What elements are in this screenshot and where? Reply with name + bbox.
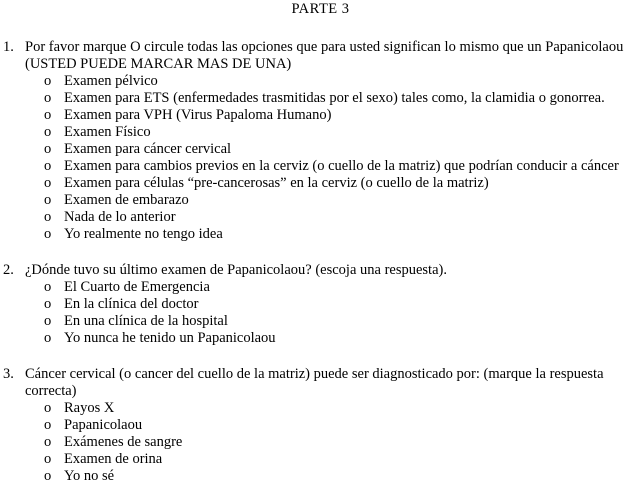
question-3 [0,366,641,485]
checkbox-circle-icon[interactable]: o [44,279,52,295]
question-2-header [0,262,641,279]
checkbox-circle-icon[interactable]: o [44,175,52,191]
question-3-header [0,366,641,400]
option-item[interactable] [0,192,641,209]
checkbox-circle-icon[interactable]: o [44,141,52,157]
question-text: ¿Dónde tuvo su último examen de Papanicolaou? (escoja una respuesta). [25,262,447,278]
option-item[interactable] [0,434,641,451]
option-item[interactable] [0,141,641,158]
question-1-header [0,39,641,73]
option-item[interactable] [0,175,641,192]
option-label: Examen para cáncer cervical [64,141,232,157]
checkbox-circle-icon[interactable]: o [44,434,52,450]
question-number: 3. [3,366,14,382]
question-text: Por favor marque O circule todas las opciones que para usted significan lo mismo que un Papanicolaou (USTED PUEDE MARCAR MAS DE UNA) [25,39,624,72]
checkbox-circle-icon[interactable]: o [44,124,52,140]
checkbox-circle-icon[interactable]: o [44,296,52,312]
option-label: Examen de orina [64,451,163,467]
checkbox-circle-icon[interactable]: o [44,209,52,225]
option-item[interactable] [0,90,641,107]
option-item[interactable] [0,124,641,141]
checkbox-circle-icon[interactable]: o [44,417,52,433]
option-label: Examen Físico [64,124,151,140]
option-item[interactable] [0,279,641,296]
option-label: En la clínica del doctor [64,296,199,312]
option-item[interactable] [0,226,641,243]
option-item[interactable] [0,468,641,485]
option-label: Rayos X [64,400,115,416]
checkbox-circle-icon[interactable]: o [44,90,52,106]
question-1 [0,39,641,243]
options-list [0,400,641,485]
option-item[interactable] [0,313,641,330]
checkbox-circle-icon[interactable]: o [44,226,52,242]
question-number: 2. [3,262,14,278]
option-label: Examen para VPH (Virus Papaloma Humano) [64,107,332,123]
checkbox-circle-icon[interactable]: o [44,313,52,329]
checkbox-circle-icon[interactable]: o [44,468,52,484]
option-label: Examen para células “pre-cancerosas” en la cerviz (o cuello de la matriz) [64,175,489,191]
checkbox-circle-icon[interactable]: o [44,451,52,467]
checkbox-circle-icon[interactable]: o [44,158,52,174]
option-label: Examen pélvico [64,73,158,89]
option-item[interactable] [0,158,641,175]
question-text: Cáncer cervical (o cancer del cuello de la matriz) puede ser diagnosticado por: (marque la respuesta correcta) [25,366,604,399]
checkbox-circle-icon[interactable]: o [44,400,52,416]
option-item[interactable] [0,417,641,434]
option-label: Examen para cambios previos en la cerviz (o cuello de la matriz) que podrían conducir a cáncer [64,158,619,174]
checkbox-circle-icon[interactable]: o [44,330,52,346]
option-label: Yo nunca he tenido un Papanicolaou [64,330,276,346]
option-item[interactable] [0,107,641,124]
option-item[interactable] [0,400,641,417]
option-label: Examen para ETS (enfermedades trasmitidas por el sexo) tales como, la clamidia o gonorrea. [64,90,605,106]
option-label: El Cuarto de Emergencia [64,279,210,295]
option-item[interactable] [0,451,641,468]
section-title: PARTE 3 [291,1,350,17]
question-number: 1. [3,39,14,55]
options-list [0,279,641,347]
option-item[interactable] [0,209,641,226]
option-label: Yo no sé [64,468,115,484]
checkbox-circle-icon[interactable]: o [44,107,52,123]
option-label: Nada de lo anterior [64,209,176,225]
checkbox-circle-icon[interactable]: o [44,192,52,208]
question-2 [0,262,641,347]
option-label: Examen de embarazo [64,192,189,208]
option-item[interactable] [0,330,641,347]
option-item[interactable] [0,296,641,313]
option-item[interactable] [0,73,641,90]
option-label: En una clínica de la hospital [64,313,228,329]
checkbox-circle-icon[interactable]: o [44,73,52,89]
options-list [0,73,641,243]
option-label: Papanicolaou [64,417,143,433]
option-label: Yo realmente no tengo idea [64,226,223,242]
option-label: Exámenes de sangre [64,434,183,450]
